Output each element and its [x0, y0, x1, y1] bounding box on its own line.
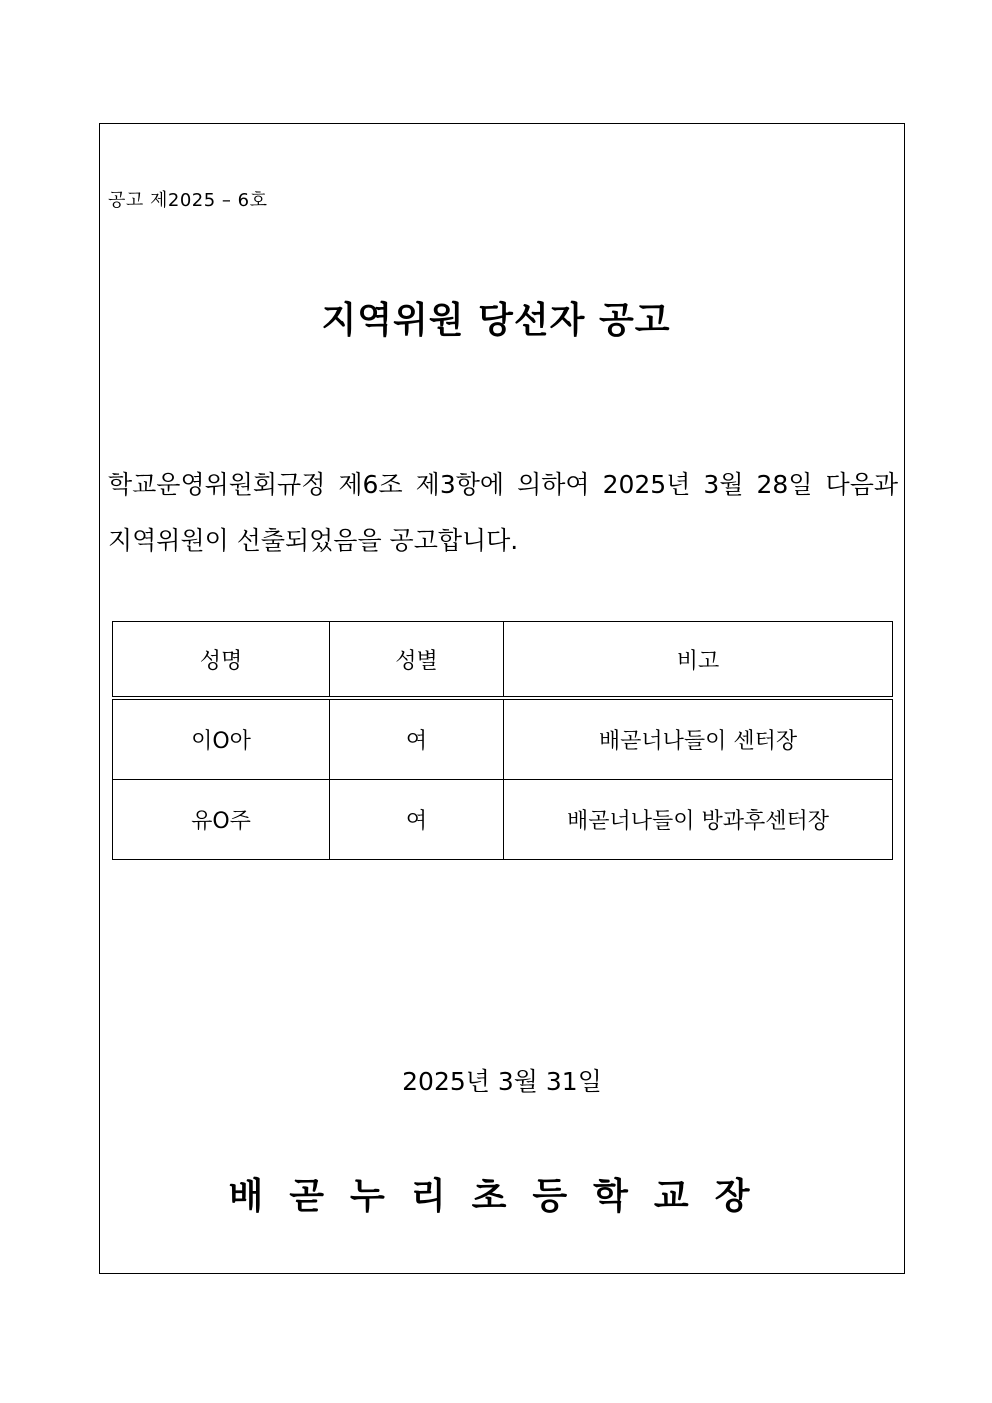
- table-row: [113, 698, 893, 780]
- member-gender: 여: [330, 780, 504, 860]
- notice-body-line-1: 학교운영위원회규정 제6조 제3항에 의하여 2025년 3월 28일 다음과: [108, 470, 898, 499]
- notice-body: [108, 457, 898, 569]
- table-header-row: [113, 622, 893, 699]
- member-name: 유O주: [113, 780, 330, 860]
- member-remarks: 배곧너나들이 센터장: [504, 698, 893, 780]
- notice-number: 공고 제2025 – 6호: [108, 190, 268, 211]
- notice-date: 2025년 3월 31일: [402, 1067, 602, 1096]
- header-remarks: 비고: [504, 622, 893, 699]
- document-title: 지역위원 당선자 공고: [321, 300, 671, 341]
- member-gender: 여: [330, 698, 504, 780]
- member-name: 이O아: [113, 698, 330, 780]
- member-remarks: 배곧너나들이 방과후센터장: [504, 780, 893, 860]
- notice-body-line-2: 지역위원이 선출되었음을 공고합니다.: [108, 526, 519, 555]
- header-gender: 성별: [330, 622, 504, 699]
- table-row: [113, 780, 893, 860]
- header-name: 성명: [113, 622, 330, 699]
- elected-members-table: [112, 621, 893, 860]
- issuer-signature: 배곧누리초등학교장: [228, 1176, 776, 1217]
